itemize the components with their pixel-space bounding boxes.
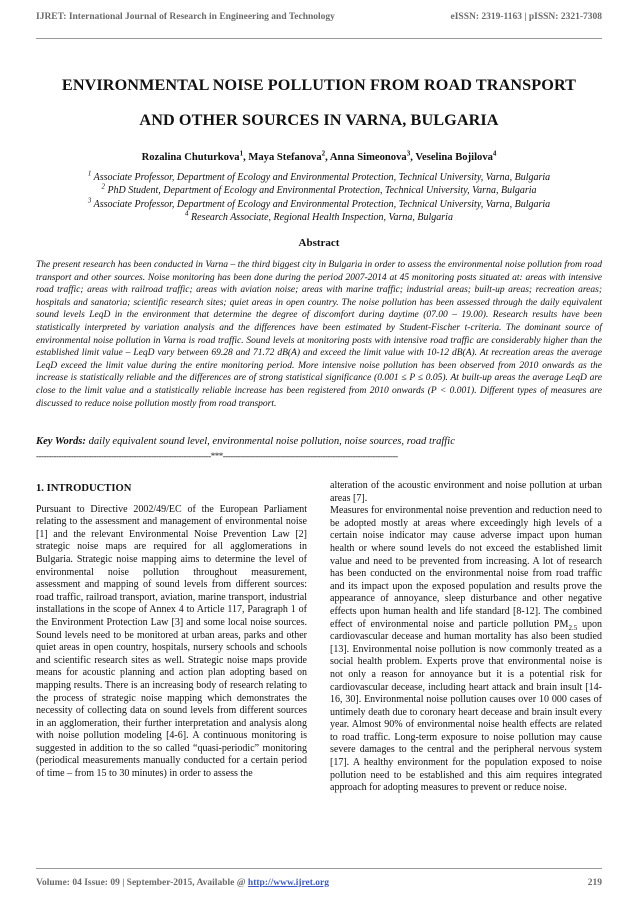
column-left	[36, 480, 307, 781]
abstract-text: The present research has been conducted in Varna – the third biggest city in Bulgaria in order to assess the environmental noise pollution from road transport and other sources. Noise monitoring has been done during the period 2007-2014 at 45 monitoring posts situated at: areas with intensive road traffic; areas with railroad traffic; areas with aviation noise; areas with marine traffic; industrial areas; built-up areas; recreation areas; hospitals and sanatoria; scientific research sites; quiet areas in open country. The noise pollution has been assessed through the daily equivalent sound levels LeqD in the environment that determine the degree of discomfort during daytime (07.00 – 19.00). Research results have been statistically interpreted by variation analysis and the differences have been estimated by Student-Fischer t-criteria. The dominant source of environmental noise pollution in Varna is road traffic. Sound levels at monitoring posts with intensive road traffic are considerably higher than the established limit value – LeqD vary between 69.28 and 71.72 dB(A) and exceed the limit value with 10-12 dB(A). At recreation areas the average LeqD exceed the limit value during the entire monitoring period. More intensive noise pollution has been observed from 2010 onwards as the increase is statistically reliable and the differences are of strong statistical significance (0.001 ≤ P ≤ 0.05). At built-up areas the average LeqD are close to the limit value and a statistically reliable increase has been registered from 2010 onwards (P < 0.001). Different types of measures are discussed to reduce noise pollution mostly from road transport.	[36, 260, 602, 409]
affiliation	[36, 171, 602, 184]
affiliation-text: PhD Student, Department of Ecology and Environmental Protection, Technical University, Varna, Bulgaria	[107, 185, 537, 197]
header-rule	[36, 38, 602, 39]
author-sup: 2	[321, 149, 326, 158]
title-line-2: AND OTHER SOURCES IN VARNA, BULGARIA	[139, 111, 499, 129]
page-number: 219	[587, 878, 602, 888]
author-sup: 3	[406, 149, 411, 158]
journal-link[interactable]: http://www.ijret.org	[247, 878, 330, 888]
keywords	[36, 436, 602, 447]
author-name: Maya Stefanova	[248, 152, 322, 163]
paper-title	[40, 68, 598, 138]
affiliation	[36, 198, 602, 211]
affiliation-sup: 4	[185, 209, 189, 218]
affiliation-text: Research Associate, Regional Health Inspection, Varna, Bulgaria	[191, 211, 453, 223]
running-header	[36, 12, 602, 22]
section-separator: ----------------------------------------------------------------------***----------------------------------------------------------------------	[36, 451, 398, 461]
issn: eISSN: 2319-1163 | pISSN: 2321-7308	[450, 12, 602, 22]
footer-volume	[36, 878, 329, 888]
author-sup: 1	[239, 149, 244, 158]
affiliation	[36, 211, 602, 224]
affiliation	[36, 184, 602, 197]
pm-subscript: 2.5	[568, 623, 578, 632]
column-right	[330, 480, 602, 795]
author-name: Rozalina Chuturkova	[141, 152, 240, 163]
keywords-text: daily equivalent sound level, environmental noise pollution, noise sources, road traffic	[85, 436, 455, 447]
footer-rule	[36, 868, 602, 869]
intro-paragraph-1-cont: alteration of the acoustic environment and noise pollution at urban areas [7].	[330, 480, 602, 504]
running-footer	[36, 878, 602, 888]
author-sup: 4	[492, 149, 497, 158]
affiliation-sup: 3	[87, 196, 92, 205]
intro-paragraph-1: Pursuant to Directive 2002/49/EC of the European Parliament relating to the assessment and management of environmental noise [1] and the relevant Environmental Noise Prevention Law [2] strategic noise maps are required for all agglomerations in Bulgaria. Strategic noise mapping aims to determine the level of environmental noise pollution throughout measurement, assessment and mapping of sound levels from different sources: road traffic, railroad transport, aviation, marine transport, industrial installations in the scope of Annex 4 to Article 117, Paragraph 1 of the Environment Protection Law [3] and some local noise sources. Sound levels need to be monitored at urban areas, parks and other quiet areas in open country, hospitals, nursery schools and schools and scientific research sites as well. Strategic noise maps provide means for acoustic planning and action plan adopting based on mapping results. There is an increasing body of research relating to the process of strategic noise mapping which demonstrates the necessity of collecting data on sound levels from different sources in an agglomeration, their further interpretation and analysis along with noise pollution modeling [4-6]. A continuous monitoring is suggested in addition to the so called “quasi-periodic” monitoring (periodical measurements manually conducted for a certain period of time – from 15 to 30 minutes) in order to assess the	[36, 503, 307, 780]
journal-name: IJRET: International Journal of Research in Engineering and Technology	[36, 12, 335, 22]
keywords-label: Key Words:	[36, 436, 86, 447]
intro-paragraph-2	[330, 505, 602, 795]
intro-paragraph-2-part-a: Measures for environmental noise prevention and reduction need to be adopted mostly at areas where exceedingly high levels of a certain noise indicator may cause adverse impact upon human health or where sound levels do not exceed the established limit value and need to be prevented from increasing. A lot of research has been conducted on the environmental noise from road traffic and its impact upon the exposed population and results prove the appearance of annoyance, sleep disturbance and other negative effects upon human health and life standard [8-12]. The combined effect of environmental noise and particle pollution PM	[330, 505, 602, 630]
affiliation-sup: 1	[87, 169, 92, 178]
author-list: Rozalina Chuturkova$^1$, Maya Stefanova$^2$, Anna Simeonova$^3$, Veselina Bojilova$^4$	[141, 149, 497, 163]
abstract-heading: Abstract	[298, 237, 340, 249]
intro-paragraph-2-part-b: upon cardiovascular decease and human mortality has also been studied [13]. Environmental noise pollution is now commonly treated as a social health problem. Experts prove that environmental noise is not only a reason for annoyance but it is a potential risk for cardiovascular decease, including heart attack and brain insult [14-16, 30]. Environmental noise pollution causes over 10 000 cases of untimely death due to coronary heart decease and brain insult every year. Almost 90% of environmental noise health effects are related to road traffic. Long-term exposure to noise pollution may cause severe damages to the central and the peripheral nervous system [17]. A healthy environment for the population exposed to noise pollution need to be established and this aim requires integrated approach for adopting measures to prevent or reduce noise.	[330, 618, 602, 794]
author-name: Anna Simeonova	[329, 152, 407, 163]
footer-volume-text: Volume: 04 Issue: 09 | September-2015, Available @	[36, 878, 248, 888]
affiliations	[36, 171, 602, 224]
section-heading: 1. INTRODUCTION	[36, 483, 132, 494]
title-line-1: ENVIRONMENTAL NOISE POLLUTION FROM ROAD TRANSPORT	[61, 76, 577, 94]
affiliation-text: Associate Professor, Department of Ecology and Environmental Protection, Technical University, Varna, Bulgaria	[93, 198, 551, 210]
affiliation-sup: 2	[101, 182, 105, 191]
affiliation-text: Associate Professor, Department of Ecology and Environmental Protection, Technical University, Varna, Bulgaria	[93, 172, 551, 183]
author-name: Veselina Bojilova	[415, 152, 493, 163]
